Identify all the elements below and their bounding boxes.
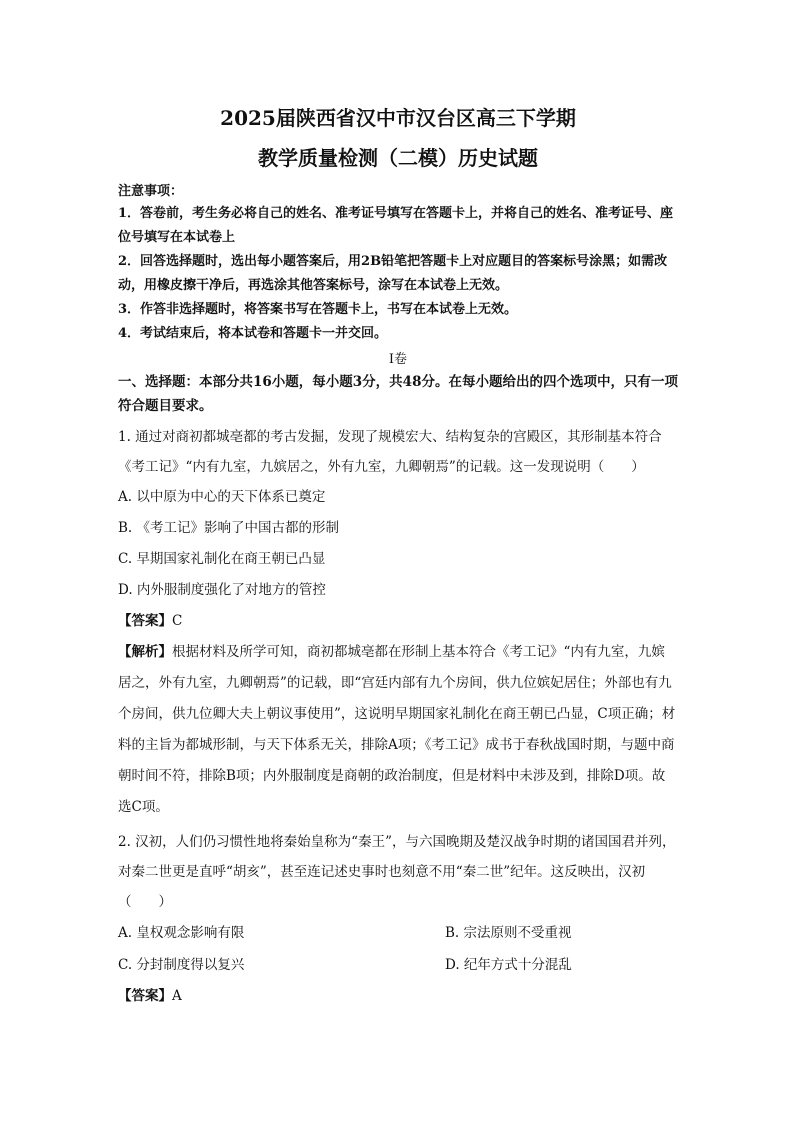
notice-item-1: 1．答卷前，考生务必将自己的姓名、准考证号填写在答题卡上，并将自己的姓名、准考证号、座位号填写在本试卷上	[118, 206, 674, 245]
question-stem: 1. 通过对商初都城亳都的考古发掘，发现了规模宏大、结构复杂的宫殿区，其形制基本符合《考工记》“内有九室，九嫔居之，外有九室，九卿朝焉”的记载。这一发现说明（ ）	[118, 429, 662, 475]
question-2	[118, 827, 678, 1012]
option-c: C. 分封制度得以复兴	[118, 957, 245, 973]
notice-header: 注意事项：	[118, 184, 184, 199]
analysis-paragraph	[118, 637, 678, 823]
question-1	[118, 422, 678, 823]
option-a: A. 以中原为中心的天下体系已奠定	[118, 489, 326, 505]
notice-item-2: 2．回答选择题时，选出每小题答案后，用2B铅笔把答题卡上对应题目的答案标号涂黑；如需改动，用橡皮擦干净后，再选涂其他答案标号，涂写在本试卷上无效。	[118, 254, 668, 293]
answer-line	[118, 981, 678, 1012]
exam-title-line1: 2025届陕西省汉中市汉台区高三下学期	[220, 106, 576, 130]
analysis-text: 根据材料及所学可知，商初都城亳都在形制上基本符合《考工记》“内有九室，九嫔居之，外有九室，九卿朝焉”的记载，即“宫廷内部有九个房间，供九位嫔妃居住；外部也有九个房间，供九位卿大夫上朝议事使用”，这说明早期国家礼制化在商王朝已凸显，C项正确；材料的主旨为都城形制，与天下体系无关，排除A项；《考工记》成书于春秋战国时期，与题中商朝时间不符，排除B项；内外服制度是商朝的政治制度，但是材料中未涉及到，排除D项。故选C项。	[118, 644, 676, 815]
option-d: D. 内外服制度强化了对地方的管控	[118, 582, 326, 598]
answer-label: 【答案】	[118, 613, 172, 629]
answer-value: C	[172, 613, 183, 629]
option-a: A. 皇权观念影响有限	[118, 925, 245, 941]
options-grid	[118, 917, 678, 981]
answer-label: 【答案】	[118, 988, 172, 1004]
answer-value: A	[172, 988, 182, 1004]
question-stem: 2. 汉初，人们仍习惯性地将秦始皇称为“秦王”，与六国晚期及楚汉战争时期的诸国国君并列，对秦二世更是直呼“胡亥”，甚至连记述史事时也刻意不用“秦二世”纪年。这反映出，汉初（ ）	[118, 834, 676, 910]
notice-item-4: 4．考试结束后，将本试卷和答题卡一并交回。	[118, 326, 388, 341]
option-b: B. 宗法原则不受重视	[445, 925, 572, 941]
option-d: D. 纪年方式十分混乱	[445, 957, 572, 973]
page-content	[118, 98, 678, 1012]
answer-line	[118, 606, 678, 637]
notice-item-3: 3．作答非选择题时，将答案书写在答题卡上，书写在本试卷上无效。	[118, 302, 518, 317]
option-c: C. 早期国家礼制化在商王朝已凸显	[118, 551, 326, 567]
exam-title-line2: 教学质量检测（二模）历史试题	[258, 146, 538, 170]
option-b: B. 《考工记》影响了中国古都的形制	[118, 520, 340, 536]
volume-label: Ⅰ卷	[388, 352, 408, 367]
section-header: 一、选择题：本部分共16小题，每小题3分，共48分。在每小题给出的四个选项中，只有一项符合题目要求。	[118, 374, 678, 414]
analysis-label: 【解析】	[118, 644, 172, 660]
